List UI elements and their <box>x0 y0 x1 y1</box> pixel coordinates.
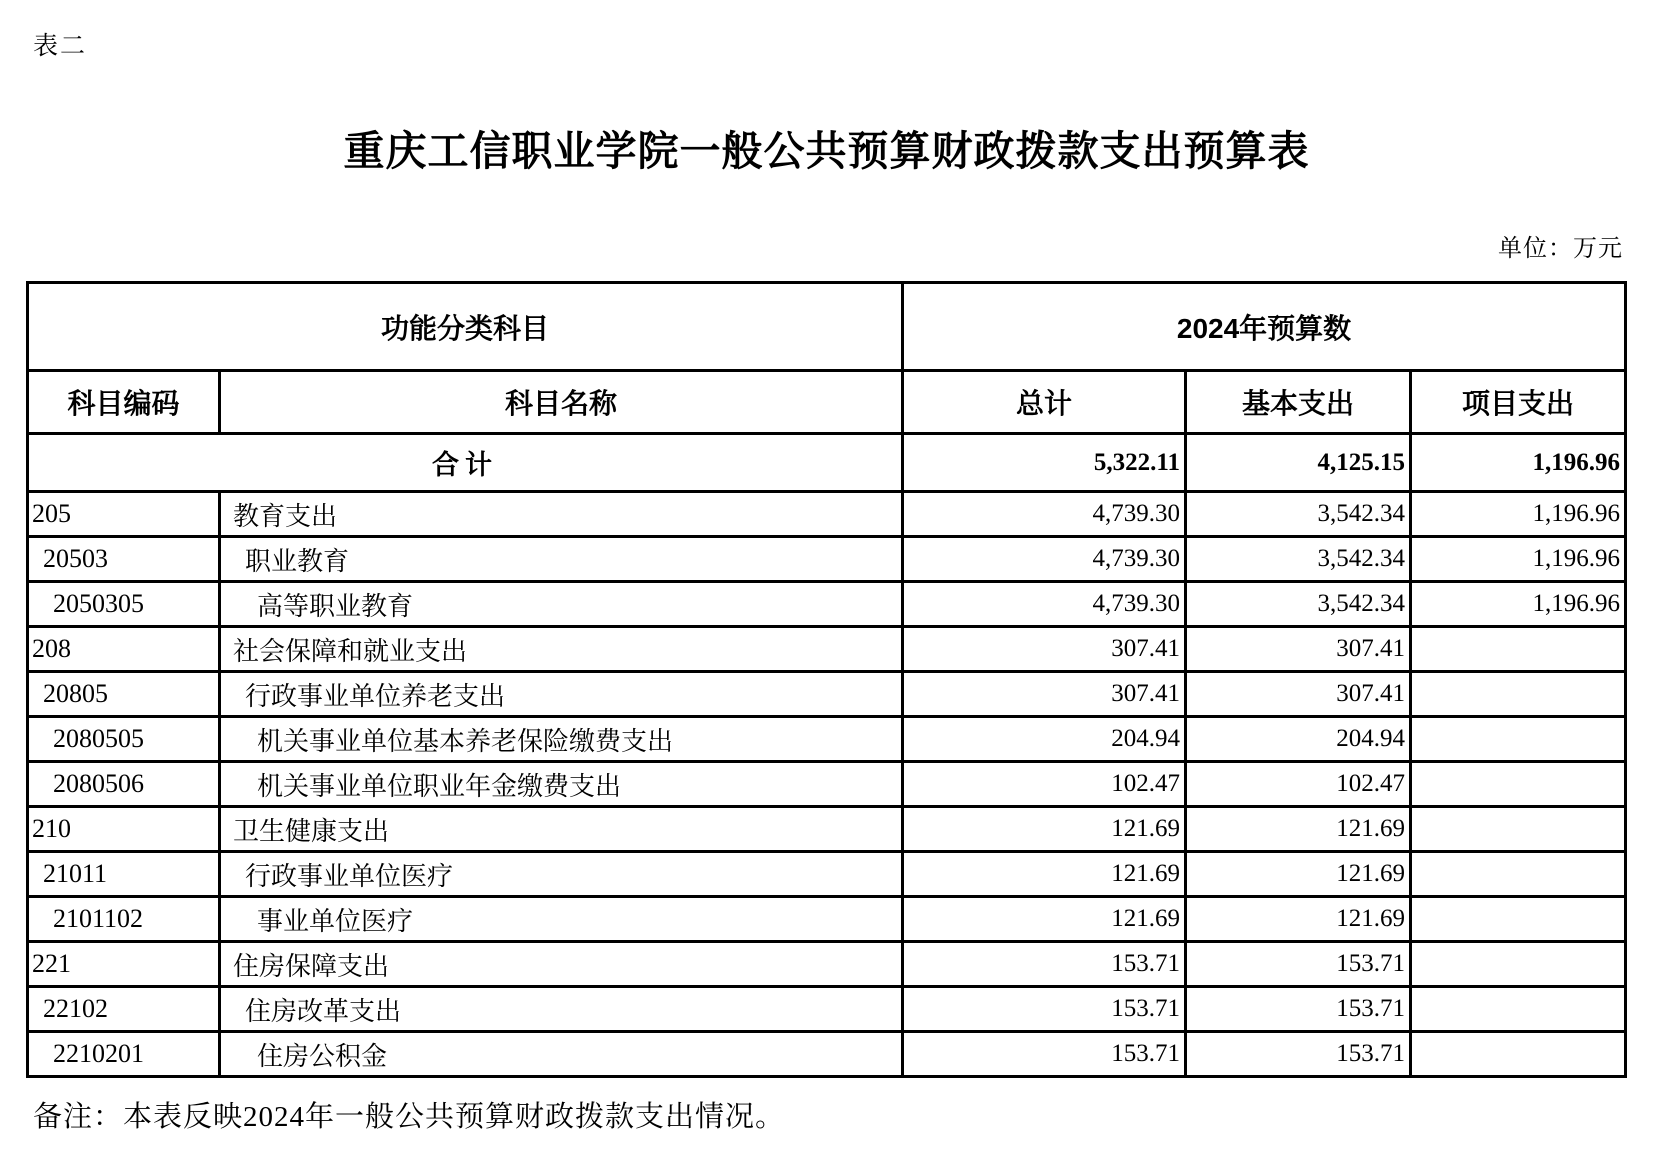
subject-name-cell: 事业单位医疗 <box>220 897 903 942</box>
subject-code-cell: 2050305 <box>28 582 220 627</box>
summary-basic: 4,125.15 <box>1186 434 1411 492</box>
basic-value-cell: 121.69 <box>1186 897 1411 942</box>
total-value-cell: 121.69 <box>903 897 1186 942</box>
total-value-cell: 307.41 <box>903 672 1186 717</box>
basic-value-cell: 153.71 <box>1186 987 1411 1032</box>
table-row <box>28 807 1626 852</box>
subject-name-cell: 行政事业单位养老支出 <box>220 672 903 717</box>
table-row <box>28 852 1626 897</box>
table-row <box>28 672 1626 717</box>
subject-code-cell: 20805 <box>28 672 220 717</box>
total-value-cell: 153.71 <box>903 942 1186 987</box>
subject-name-cell: 机关事业单位职业年金缴费支出 <box>220 762 903 807</box>
unit-label: 单位：万元 <box>1498 236 1623 262</box>
basic-value-cell: 102.47 <box>1186 762 1411 807</box>
total-value-cell: 4,739.30 <box>903 492 1186 537</box>
budget-table <box>26 281 1627 1078</box>
basic-value-cell: 3,542.34 <box>1186 582 1411 627</box>
subject-code-cell: 208 <box>28 627 220 672</box>
project-value-cell <box>1411 1032 1626 1077</box>
subject-code-cell: 2210201 <box>28 1032 220 1077</box>
subject-name-cell: 住房改革支出 <box>220 987 903 1032</box>
header-budget-2024: 2024年预算数 <box>903 283 1626 371</box>
project-value-cell: 1,196.96 <box>1411 582 1626 627</box>
basic-value-cell: 3,542.34 <box>1186 492 1411 537</box>
table-row <box>28 1032 1626 1077</box>
basic-value-cell: 121.69 <box>1186 807 1411 852</box>
header-column-row <box>28 371 1626 434</box>
table-row <box>28 762 1626 807</box>
summary-project: 1,196.96 <box>1411 434 1626 492</box>
subject-code-cell: 21011 <box>28 852 220 897</box>
subject-name-cell: 住房保障支出 <box>220 942 903 987</box>
summary-row <box>28 434 1626 492</box>
table-number-label: 表二 <box>33 33 88 60</box>
header-functional-classification: 功能分类科目 <box>28 283 903 371</box>
summary-total: 5,322.11 <box>903 434 1186 492</box>
header-basic-expenditure: 基本支出 <box>1186 371 1411 434</box>
subject-name-cell: 教育支出 <box>220 492 903 537</box>
table-row <box>28 717 1626 762</box>
basic-value-cell: 121.69 <box>1186 852 1411 897</box>
table-row <box>28 492 1626 537</box>
header-subject-name: 科目名称 <box>220 371 903 434</box>
table-row <box>28 897 1626 942</box>
project-value-cell <box>1411 717 1626 762</box>
project-value-cell <box>1411 852 1626 897</box>
total-value-cell: 4,739.30 <box>903 582 1186 627</box>
subject-code-cell: 205 <box>28 492 220 537</box>
project-value-cell: 1,196.96 <box>1411 537 1626 582</box>
subject-name-cell: 卫生健康支出 <box>220 807 903 852</box>
table-row <box>28 537 1626 582</box>
total-value-cell: 307.41 <box>903 627 1186 672</box>
header-project-expenditure: 项目支出 <box>1411 371 1626 434</box>
subject-code-cell: 20503 <box>28 537 220 582</box>
subject-code-cell: 2101102 <box>28 897 220 942</box>
basic-value-cell: 307.41 <box>1186 672 1411 717</box>
project-value-cell <box>1411 897 1626 942</box>
total-value-cell: 4,739.30 <box>903 537 1186 582</box>
basic-value-cell: 307.41 <box>1186 627 1411 672</box>
footnote: 备注：本表反映2024年一般公共预算财政拨款支出情况。 <box>33 1101 786 1133</box>
header-group-row <box>28 283 1626 371</box>
subject-name-cell: 住房公积金 <box>220 1032 903 1077</box>
total-value-cell: 153.71 <box>903 1032 1186 1077</box>
subject-name-cell: 高等职业教育 <box>220 582 903 627</box>
basic-value-cell: 204.94 <box>1186 717 1411 762</box>
summary-label: 合计 <box>28 434 903 492</box>
total-value-cell: 102.47 <box>903 762 1186 807</box>
subject-code-cell: 2080505 <box>28 717 220 762</box>
basic-value-cell: 153.71 <box>1186 942 1411 987</box>
total-value-cell: 153.71 <box>903 987 1186 1032</box>
table-row <box>28 942 1626 987</box>
project-value-cell <box>1411 942 1626 987</box>
project-value-cell: 1,196.96 <box>1411 492 1626 537</box>
table-row <box>28 987 1626 1032</box>
table-row <box>28 627 1626 672</box>
subject-code-cell: 22102 <box>28 987 220 1032</box>
subject-code-cell: 221 <box>28 942 220 987</box>
subject-name-cell: 社会保障和就业支出 <box>220 627 903 672</box>
subject-name-cell: 行政事业单位医疗 <box>220 852 903 897</box>
total-value-cell: 121.69 <box>903 807 1186 852</box>
project-value-cell <box>1411 627 1626 672</box>
project-value-cell <box>1411 672 1626 717</box>
subject-code-cell: 210 <box>28 807 220 852</box>
header-total: 总计 <box>903 371 1186 434</box>
table-row <box>28 582 1626 627</box>
subject-name-cell: 机关事业单位基本养老保险缴费支出 <box>220 717 903 762</box>
total-value-cell: 121.69 <box>903 852 1186 897</box>
subject-code-cell: 2080506 <box>28 762 220 807</box>
basic-value-cell: 153.71 <box>1186 1032 1411 1077</box>
project-value-cell <box>1411 987 1626 1032</box>
header-subject-code: 科目编码 <box>28 371 220 434</box>
page-title: 重庆工信职业学院一般公共预算财政拨款支出预算表 <box>343 128 1310 174</box>
subject-name-cell: 职业教育 <box>220 537 903 582</box>
project-value-cell <box>1411 762 1626 807</box>
project-value-cell <box>1411 807 1626 852</box>
basic-value-cell: 3,542.34 <box>1186 537 1411 582</box>
total-value-cell: 204.94 <box>903 717 1186 762</box>
